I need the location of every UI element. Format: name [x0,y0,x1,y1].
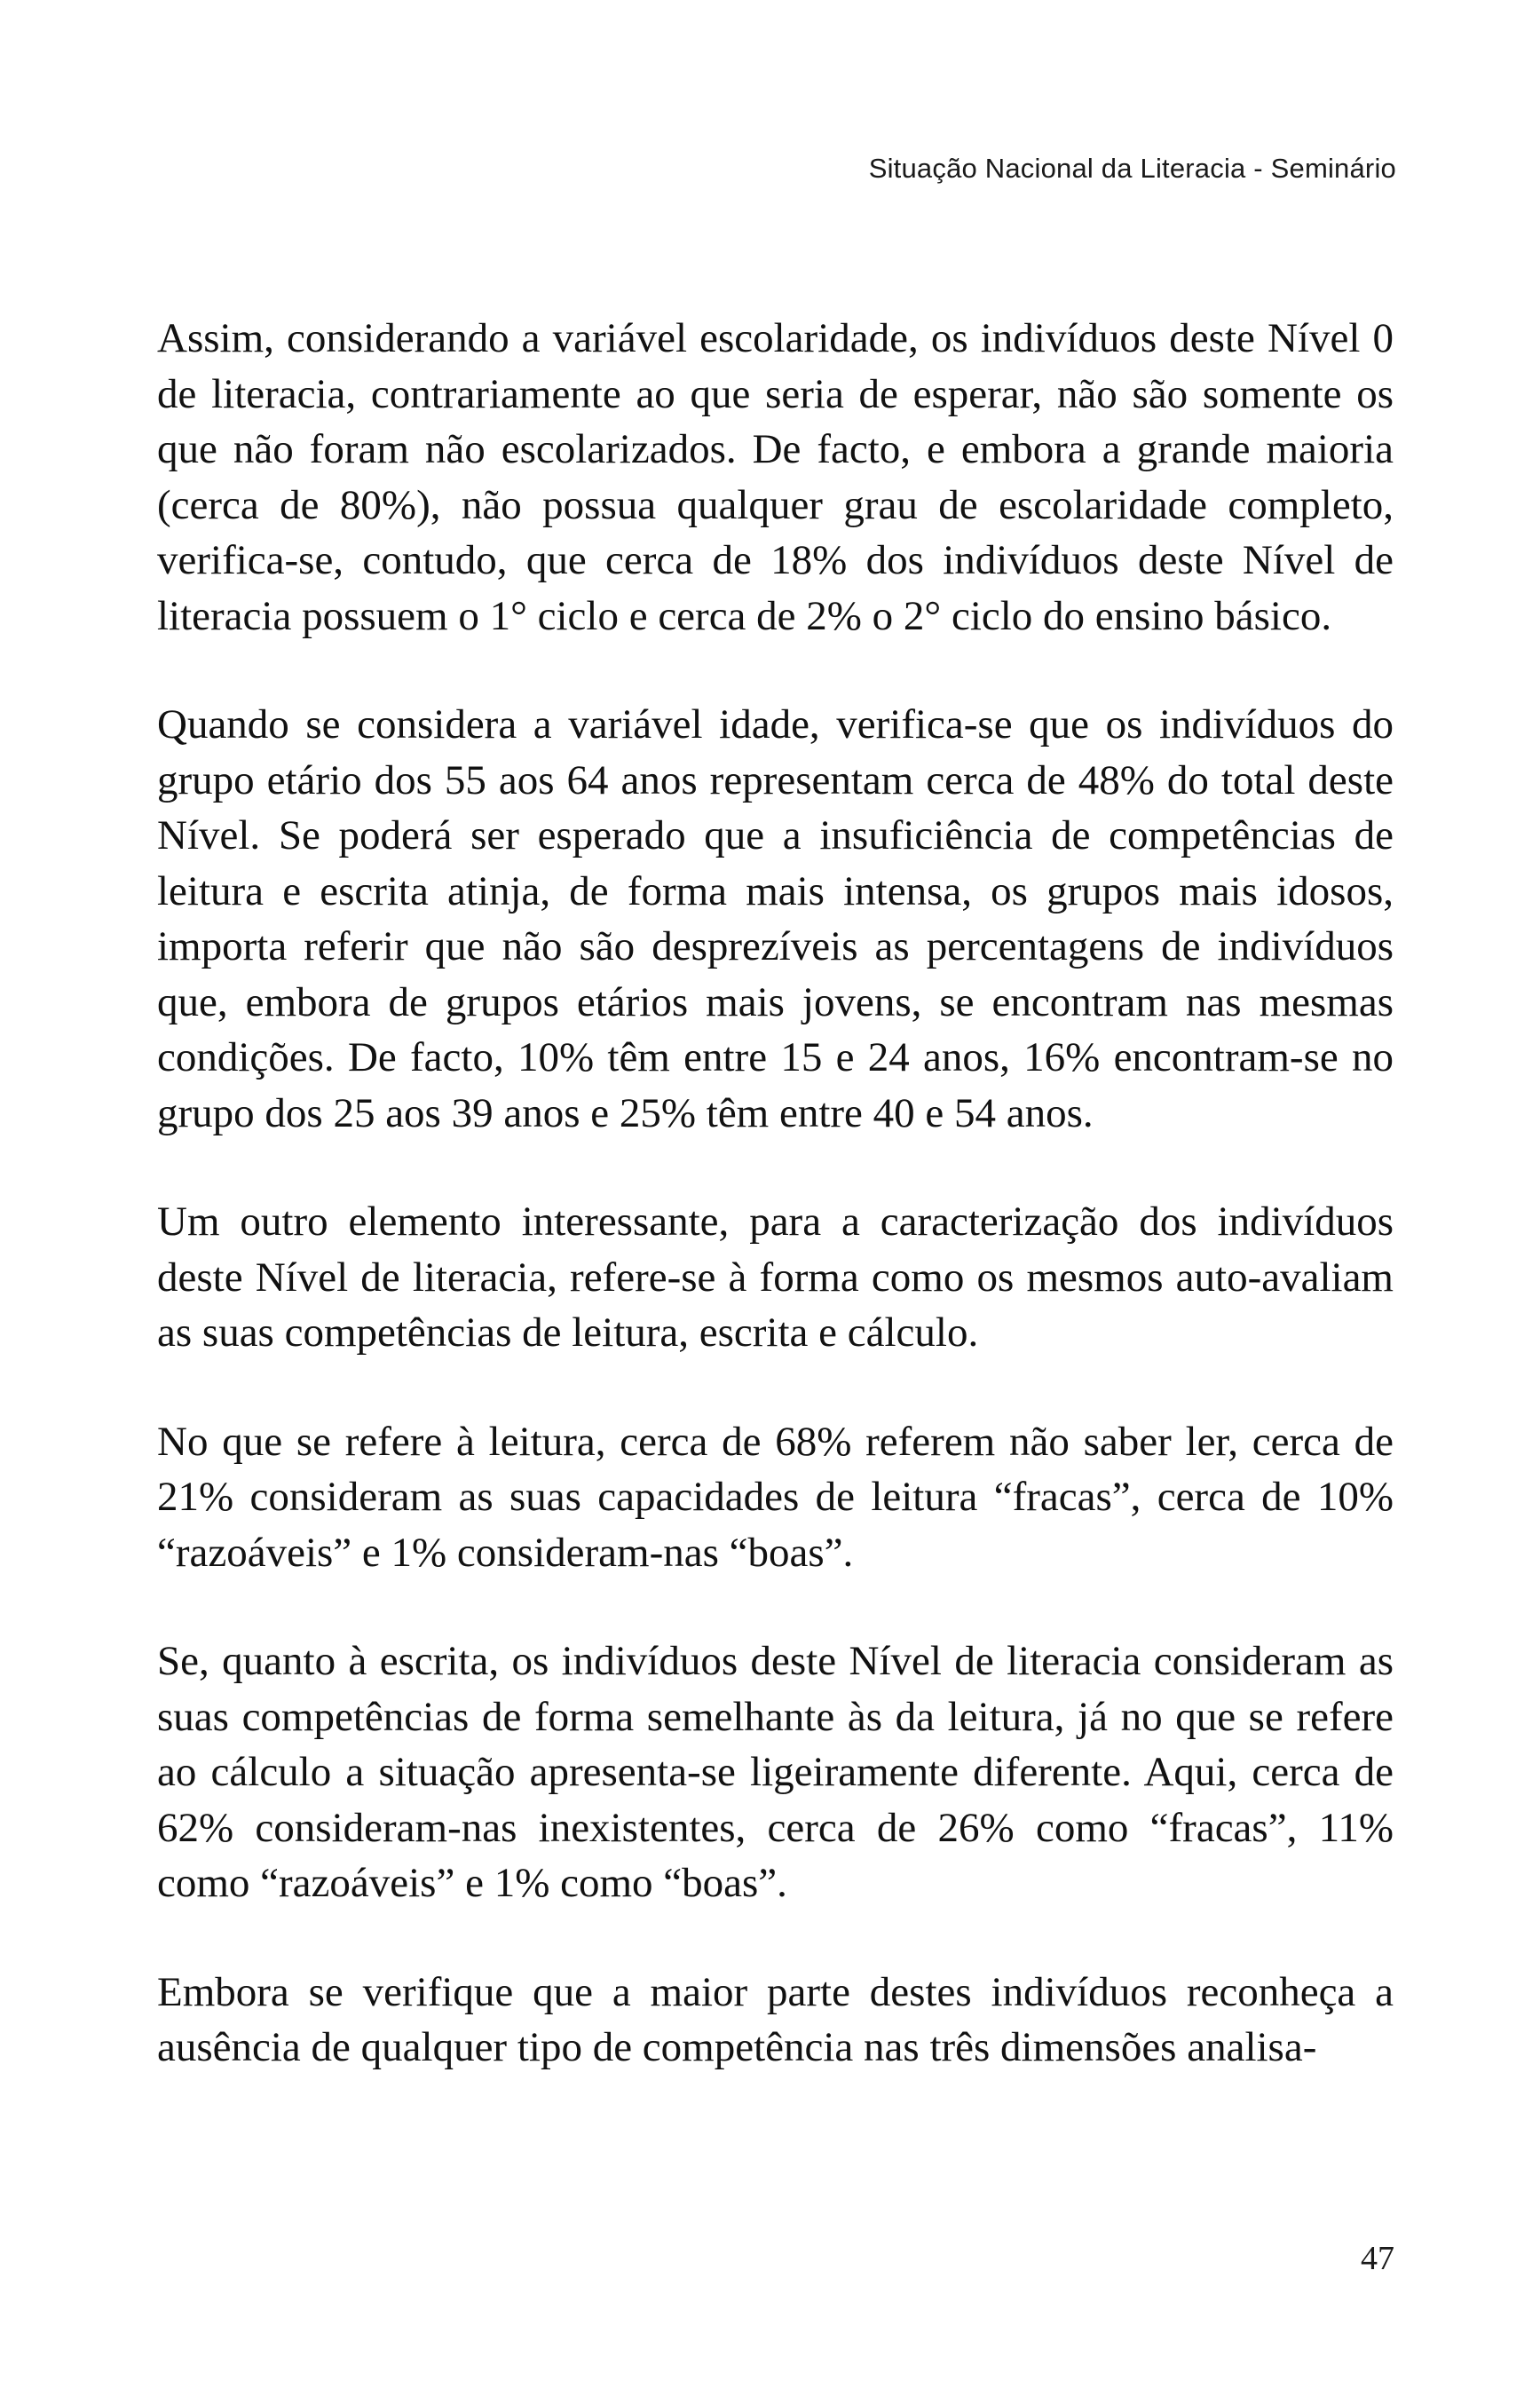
paragraph-escolaridade: Assim, considerando a variável escolaridade, os indivíduos deste Nível 0 de literacia, contrariamente ao que seria de esperar, não são somente os que não foram não escolarizados. De facto, e embora a grande maioria (cerca de 80%), não possua qualquer grau de escolaridade completo, verifica-se, contudo, que cerca de 18% dos indivíduos deste Nível de literacia possuem o 1° ciclo e cerca de 2% o 2° ciclo do ensino básico. [157,315,1394,639]
paragraph-idade: Quando se considera a variável idade, verifica-se que os indivíduos do grupo etário dos 55 aos 64 anos representam cerca de 48% do total deste Nível. Se poderá ser esperado que a insuficiência de competências de leitura e escrita atinja, de forma mais intensa, os grupos mais idosos, importa referir que não são desprezíveis as percentagens de indivíduos que, embora de grupos etários mais jovens, se encontram nas mesmas condições. De facto, 10% têm entre 15 e 24 anos, 16% encontram-se no grupo dos 25 aos 39 anos e 25% têm entre 40 e 54 anos. [157,701,1394,1136]
paragraph-leitura: No que se refere à leitura, cerca de 68% referem não saber ler, cerca de 21% consideram as suas capacidades de leitura “fracas”, cerca de 10% “razoáveis” e 1% consideram-nas “boas”. [157,1418,1394,1576]
paragraph-escrita-calculo: Se, quanto à escrita, os indivíduos deste Nível de literacia consideram as suas competências de forma semelhante às da leitura, já no que se refere ao cálculo a situação apresenta-se ligeiramente diferente. Aqui, cerca de 62% consideram-nas inexistentes, cerca de 26% como “fracas”, 11% como “razoáveis” e 1% como “boas”. [157,1638,1394,1906]
paragraph-conclusao: Embora se verifique que a maior parte destes indivíduos reconheça a ausência de qualquer tipo de competência nas três dimensões analisa- [157,1968,1394,2070]
page-number: 47 [1361,2240,1394,2277]
running-header: Situação Nacional da Literacia - Seminário [868,153,1396,184]
body-text [157,311,1394,2129]
paragraph-autoavaliacao: Um outro elemento interessante, para a caracterização dos indivíduos deste Nível de literacia, refere-se à forma como os mesmos auto-avaliam as suas competências de leitura, escrita e cálculo. [157,1198,1394,1356]
